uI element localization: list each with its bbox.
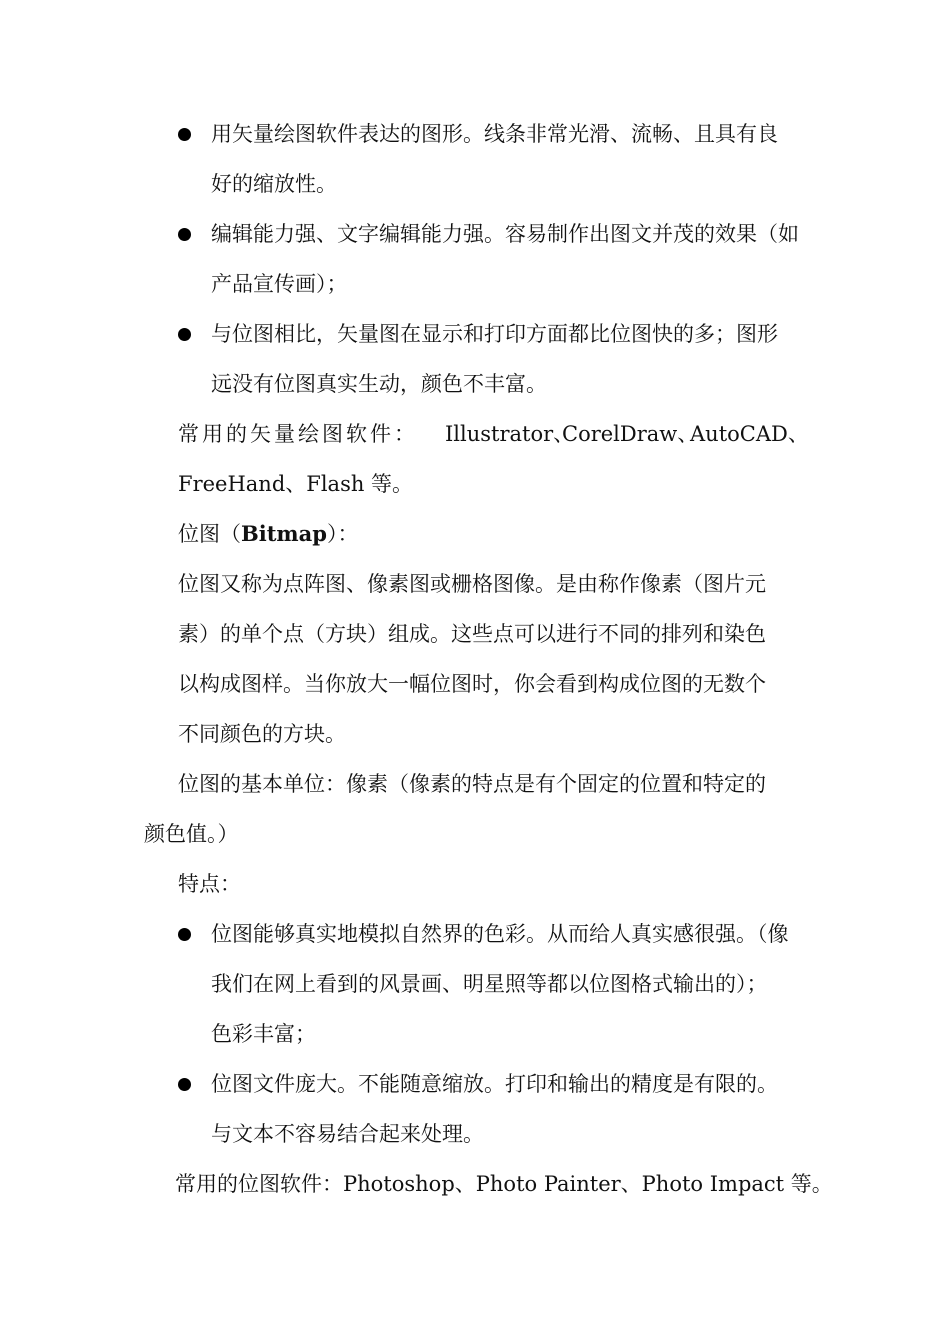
vector-feature-1-line-2: 好的缩放性。: [211, 172, 337, 196]
vector-feature-2-line-1: 编辑能力强、文字编辑能力强。容易制作出图文并茂的效果（如: [211, 222, 799, 246]
bullet-icon: [178, 1078, 191, 1091]
vector-software-line-1: [178, 420, 809, 448]
bullet-icon: [178, 228, 191, 241]
bitmap-unit-line-1: 位图的基本单位：像素（像素的特点是有个固定的位置和特定的: [178, 772, 766, 796]
vector-software-item: AutoCAD、: [690, 422, 809, 446]
bitmap-feature-1-line-1: 位图能够真实地模拟自然界的色彩。从而给人真实感很强。（像: [211, 922, 789, 946]
bitmap-description-line-3: 以构成图样。当你放大一幅位图时，你会看到构成位图的无数个: [178, 672, 766, 696]
vector-feature-3-line-2: 远没有位图真实生动，颜色不丰富。: [211, 372, 547, 396]
text: 用矢量绘图软件表达的图形。线条非常光滑、流畅、且具有良: [211, 122, 778, 146]
vector-software-item: CorelDraw、: [562, 422, 699, 446]
bitmap-heading-prefix: 位图（: [178, 522, 241, 546]
vector-feature-1-line-1: [211, 120, 805, 148]
bitmap-heading-suffix: ）：: [326, 522, 359, 546]
bitmap-description-line-1: 位图又称为点阵图、像素图或栅格图像。是由称作像素（图片元: [178, 572, 766, 596]
vector-feature-3-line-1: 与位图相比，矢量图在显示和打印方面都比位图快的多；图形: [211, 322, 778, 346]
vector-software-line-2: FreeHand、Flash 等。: [178, 472, 414, 496]
bitmap-unit-line-2: 颜色值。）: [144, 822, 239, 846]
vector-software-label: 常用的矢量绘图软件：: [178, 422, 418, 446]
vector-software-item: Illustrator、: [445, 422, 575, 446]
vector-feature-2-line-2: 产品宣传画）；: [211, 272, 348, 296]
bitmap-feature-2-line-1: 位图文件庞大。不能随意缩放。打印和输出的精度是有限的。: [211, 1072, 778, 1096]
bitmap-feature-2-line-2: 与文本不容易结合起来处理。: [211, 1122, 484, 1146]
bullet-icon: [178, 328, 191, 341]
bitmap-software: 常用的位图软件：Photoshop、Photo Painter、Photo Impact 等。: [175, 1172, 833, 1196]
bitmap-description-line-4: 不同颜色的方块。: [178, 722, 346, 746]
bitmap-description-line-2: 素）的单个点（方块）组成。这些点可以进行不同的排列和染色: [178, 622, 766, 646]
bitmap-heading-term: Bitmap: [241, 521, 327, 546]
bitmap-heading: [178, 520, 358, 548]
bullet-icon: [178, 928, 191, 941]
features-heading: 特点：: [178, 872, 241, 896]
bullet-icon: [178, 128, 191, 141]
bitmap-feature-1-line-2: 我们在网上看到的风景画、明星照等都以位图格式输出的）；: [211, 972, 768, 996]
bitmap-feature-1-line-3: 色彩丰富；: [211, 1022, 316, 1046]
